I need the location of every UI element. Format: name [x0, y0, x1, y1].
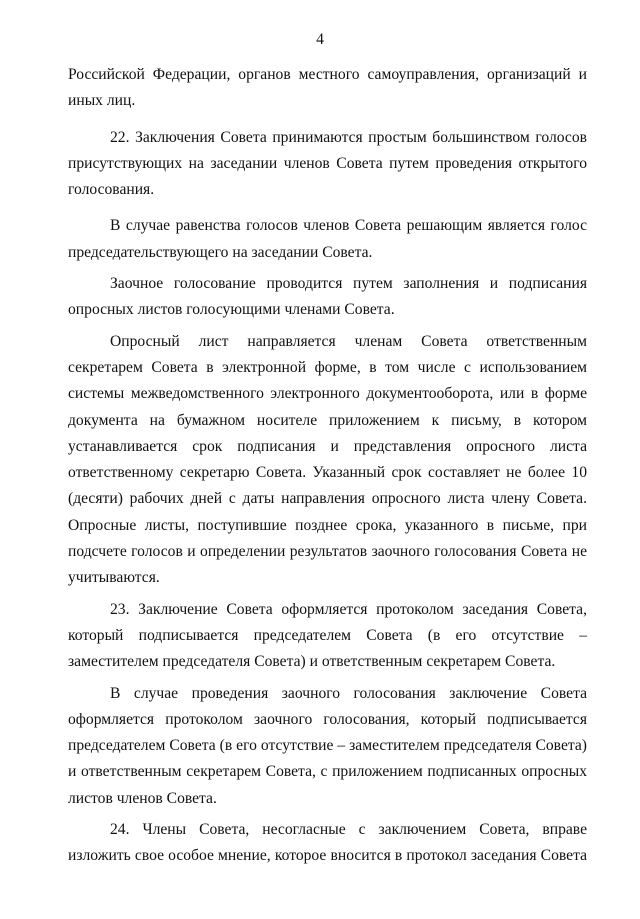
paragraph-absentee-protocol: В случае проведения заочного голосования заключение Совета оформляется протоколом заочного голосования, который подписывается председателем Совета (в его отсутствие – заместителем председателя Совета) и ответственным секретарем Совета, с приложением подписанных опросных листов членов Совета. [68, 684, 587, 807]
paragraph-22: 22. Заключения Совета принимаются простым большинством голосов присутствующих на заседании членов Совета путем проведения открытого голосования. [68, 128, 587, 199]
paragraph-questionnaire: Опросный лист направляется членам Совета ответственным секретарем Совета в электронной форме, в том числе с использованием системы межведомственного электронного документооборота, или в форме документа на бумажном носителе приложением к письму, в котором устанавливается срок подписания и представления опросного листа ответственному секретарю Совета. Указанный срок составляет не более 10 (десяти) рабочих дней с даты направления опросного листа члену Совета. Опросные листы, поступившие позднее срока, указанного в письме, при подсчете голосов и определении результатов заочного голосования Совета не учитываются. [68, 332, 587, 587]
paragraph-absentee-vote: Заочное голосование проводится путем заполнения и подписания опросных листов голосующими членами Совета. [68, 275, 587, 319]
page-number: 4 [316, 31, 324, 48]
paragraph-24: 24. Члены Совета, несогласные с заключением Совета, вправе изложить свое особое мнение, которое вносится в протокол заседания Совета [68, 821, 587, 865]
paragraph-23: 23. Заключение Совета оформляется протоколом заседания Совета, который подписывается председателем Совета (в его отсутствие – заместителем председателя Совета) и ответственным секретарем Совета. [68, 600, 587, 671]
paragraph-tie-vote: В случае равенства голосов членов Совета решающим является голос председательствующего на заседании Совета. [68, 217, 587, 261]
document-body [68, 62, 587, 870]
paragraph-continuation: Российской Федерации, органов местного самоуправления, организаций и иных лиц. [68, 66, 587, 110]
